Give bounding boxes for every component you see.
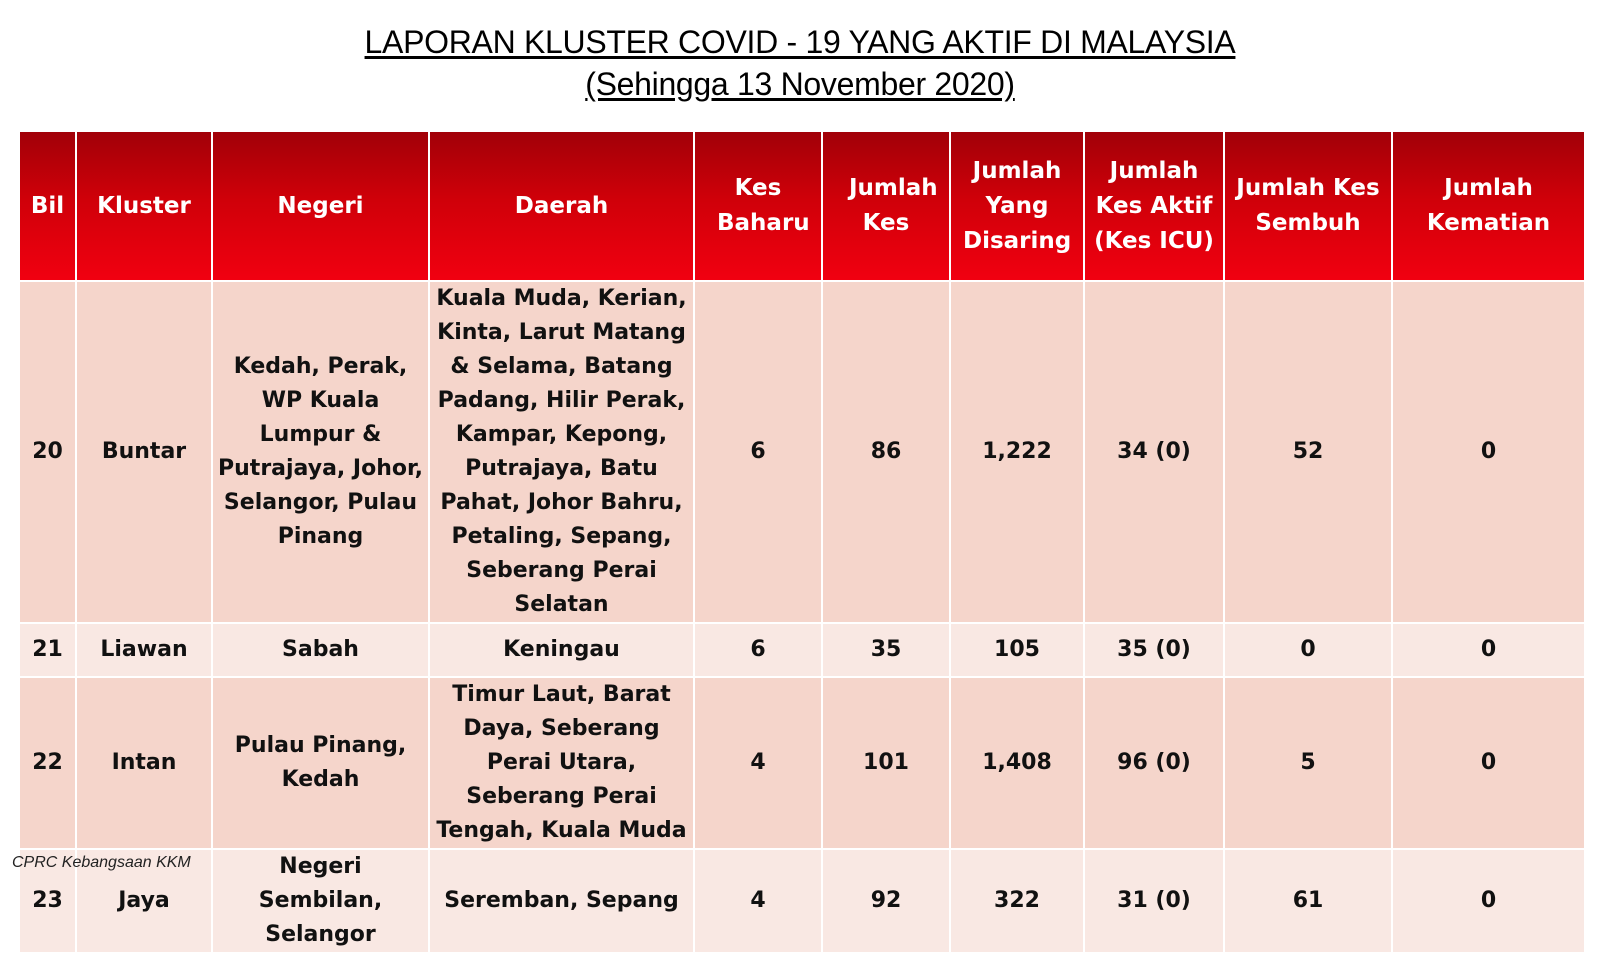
table-body xyxy=(19,281,1585,953)
table-row xyxy=(19,677,1585,849)
cell-jumlah-aktif: 34 (0) xyxy=(1084,281,1224,623)
cell-negeri: Sabah xyxy=(212,623,429,677)
cell-kluster: Jaya xyxy=(76,849,212,953)
cell-kes-baharu: 6 xyxy=(694,281,822,623)
cell-bil: 20 xyxy=(19,281,76,623)
title-date: (Sehingga 13 November 2020) xyxy=(585,66,1015,102)
header-jumlah-kematian: Jumlah Kematian xyxy=(1392,131,1585,281)
cell-jumlah-aktif: 35 (0) xyxy=(1084,623,1224,677)
cell-jumlah-kes: 35 xyxy=(822,623,950,677)
cell-kes-baharu: 6 xyxy=(694,623,822,677)
title-main: LAPORAN KLUSTER COVID - 19 YANG AKTIF DI MALAYSIA xyxy=(364,24,1236,60)
cell-jumlah-disaring: 322 xyxy=(950,849,1084,953)
cell-daerah: Keningau xyxy=(429,623,694,677)
cell-daerah: Kuala Muda, Kerian, Kinta, Larut Matang & Selama, Batang Padang, Hilir Perak, Kampar, Kepong, Putrajaya, Batu Pahat, Johor Bahru, Petaling, Sepang, Seberang Perai Selatan xyxy=(429,281,694,623)
cell-jumlah-disaring: 1,408 xyxy=(950,677,1084,849)
cell-jumlah-kes: 101 xyxy=(822,677,950,849)
header-kes-baharu: Kes Baharu xyxy=(694,131,822,281)
cell-jumlah-disaring: 105 xyxy=(950,623,1084,677)
cell-bil: 22 xyxy=(19,677,76,849)
table-row xyxy=(19,623,1585,677)
cell-bil: 23 xyxy=(19,849,76,953)
cell-kluster: Intan xyxy=(76,677,212,849)
cell-jumlah-aktif: 31 (0) xyxy=(1084,849,1224,953)
cell-jumlah-disaring: 1,222 xyxy=(950,281,1084,623)
cell-daerah: Timur Laut, Barat Daya, Seberang Perai Utara, Seberang Perai Tengah, Kuala Muda xyxy=(429,677,694,849)
cell-negeri: Pulau Pinang, Kedah xyxy=(212,677,429,849)
cell-jumlah-kes: 92 xyxy=(822,849,950,953)
header-kluster: Kluster xyxy=(76,131,212,281)
cell-kluster: Buntar xyxy=(76,281,212,623)
header-jumlah-aktif: Jumlah Kes Aktif (Kes ICU) xyxy=(1084,131,1224,281)
cell-kes-baharu: 4 xyxy=(694,677,822,849)
cell-jumlah-sembuh: 0 xyxy=(1224,623,1392,677)
cell-bil: 21 xyxy=(19,623,76,677)
table-row xyxy=(19,281,1585,623)
header-jumlah-sembuh: Jumlah Kes Sembuh xyxy=(1224,131,1392,281)
header-jumlah-kes: Jumlah Kes xyxy=(822,131,950,281)
cell-negeri: Kedah, Perak, WP Kuala Lumpur & Putrajaya, Johor, Selangor, Pulau Pinang xyxy=(212,281,429,623)
cell-jumlah-aktif: 96 (0) xyxy=(1084,677,1224,849)
cluster-table xyxy=(18,130,1586,954)
header-negeri: Negeri xyxy=(212,131,429,281)
header-row xyxy=(19,131,1585,281)
header-bil: Bil xyxy=(19,131,76,281)
table-header xyxy=(19,131,1585,281)
cell-jumlah-sembuh: 5 xyxy=(1224,677,1392,849)
header-jumlah-disaring: Jumlah Yang Disaring xyxy=(950,131,1084,281)
source-note: CPRC Kebangsaan KKM xyxy=(12,854,191,871)
cell-kluster: Liawan xyxy=(76,623,212,677)
cell-jumlah-sembuh: 61 xyxy=(1224,849,1392,953)
cell-jumlah-kematian: 0 xyxy=(1392,623,1585,677)
cell-negeri: Negeri Sembilan, Selangor xyxy=(212,849,429,953)
cell-jumlah-kematian: 0 xyxy=(1392,849,1585,953)
cell-kes-baharu: 4 xyxy=(694,849,822,953)
table-row xyxy=(19,849,1585,953)
cell-jumlah-kematian: 0 xyxy=(1392,281,1585,623)
cell-jumlah-sembuh: 52 xyxy=(1224,281,1392,623)
header-daerah: Daerah xyxy=(429,131,694,281)
cell-jumlah-kematian: 0 xyxy=(1392,677,1585,849)
cell-jumlah-kes: 86 xyxy=(822,281,950,623)
cell-daerah: Seremban, Sepang xyxy=(429,849,694,953)
report-title xyxy=(0,22,1600,106)
